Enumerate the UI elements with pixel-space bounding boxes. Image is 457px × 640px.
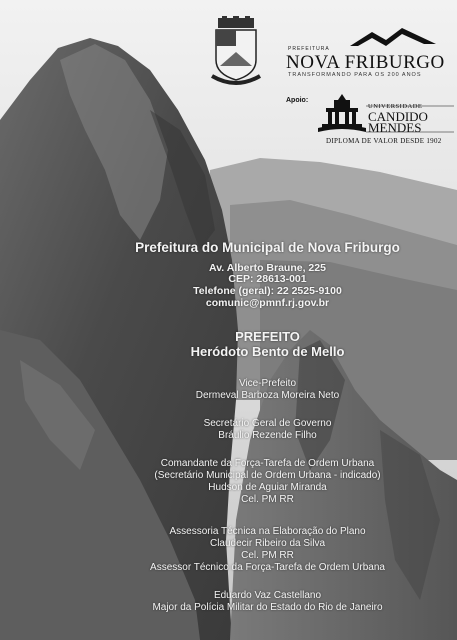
task-force-line-3: Hudson de Aguiar Miranda — [208, 482, 327, 493]
advisory-line-3: Cel. PM RR — [241, 550, 294, 561]
advisory-line-2: Claudecir Ribeiro da Silva — [209, 538, 326, 549]
org-title: Prefeitura do Municipal de Nova Friburgo — [135, 240, 400, 255]
org-email[interactable]: comunic@pmnf.rj.gov.br — [205, 297, 330, 309]
university-label: UNIVERSIDADE — [368, 103, 423, 110]
university-name-line2: MENDES — [368, 120, 422, 135]
vice-mayor-role: Vice-Prefeito — [238, 378, 297, 389]
mayor-heading: PREFEITO — [235, 329, 300, 344]
mayor-name: Heródoto Bento de Mello — [190, 344, 345, 359]
support-label: Apoio: — [286, 97, 309, 104]
logo-prefeitura-text: PREFEITURA — [288, 46, 330, 52]
city-crest-icon — [208, 16, 264, 92]
advisory-line-1: Assessoria Técnica na Elaboração do Plano — [169, 526, 366, 537]
org-address: Av. Alberto Braune, 225 — [209, 262, 326, 274]
advisory-line-4: Assessor Técnico da Força-Tarefa de Ordem Urbana — [150, 562, 385, 573]
university-name-line1: CANDIDO — [368, 109, 428, 124]
footer-line-1: Eduardo Vaz Castellano — [213, 590, 322, 601]
task-force-line-4: Cel. PM RR — [241, 494, 294, 505]
logo-slogan: TRANSFORMANDO PARA OS 200 ANOS — [288, 72, 422, 78]
footer-line-2: Major da Polícia Militar do Estado do Rio de Janeiro — [152, 602, 383, 613]
secretary-role: Secretário Geral de Governo — [203, 418, 332, 429]
secretary-name: Bráulio Rezende Filho — [218, 430, 317, 441]
task-force-line-1: Comandante da Força-Tarefa de Ordem Urbana — [160, 458, 375, 469]
vice-mayor-name: Dermeval Barboza Moreira Neto — [195, 390, 340, 401]
university-tagline: DIPLOMA DE VALOR DESDE 1902 — [326, 137, 442, 145]
org-phone: Telefone (geral): 22 2525-9100 — [193, 285, 342, 297]
task-force-line-2: (Secretário Municipal de Ordem Urbana - indicado) — [154, 470, 381, 481]
logo-city-name: NOVA FRIBURGO — [286, 52, 445, 73]
org-cep: CEP: 28613-001 — [228, 273, 307, 285]
